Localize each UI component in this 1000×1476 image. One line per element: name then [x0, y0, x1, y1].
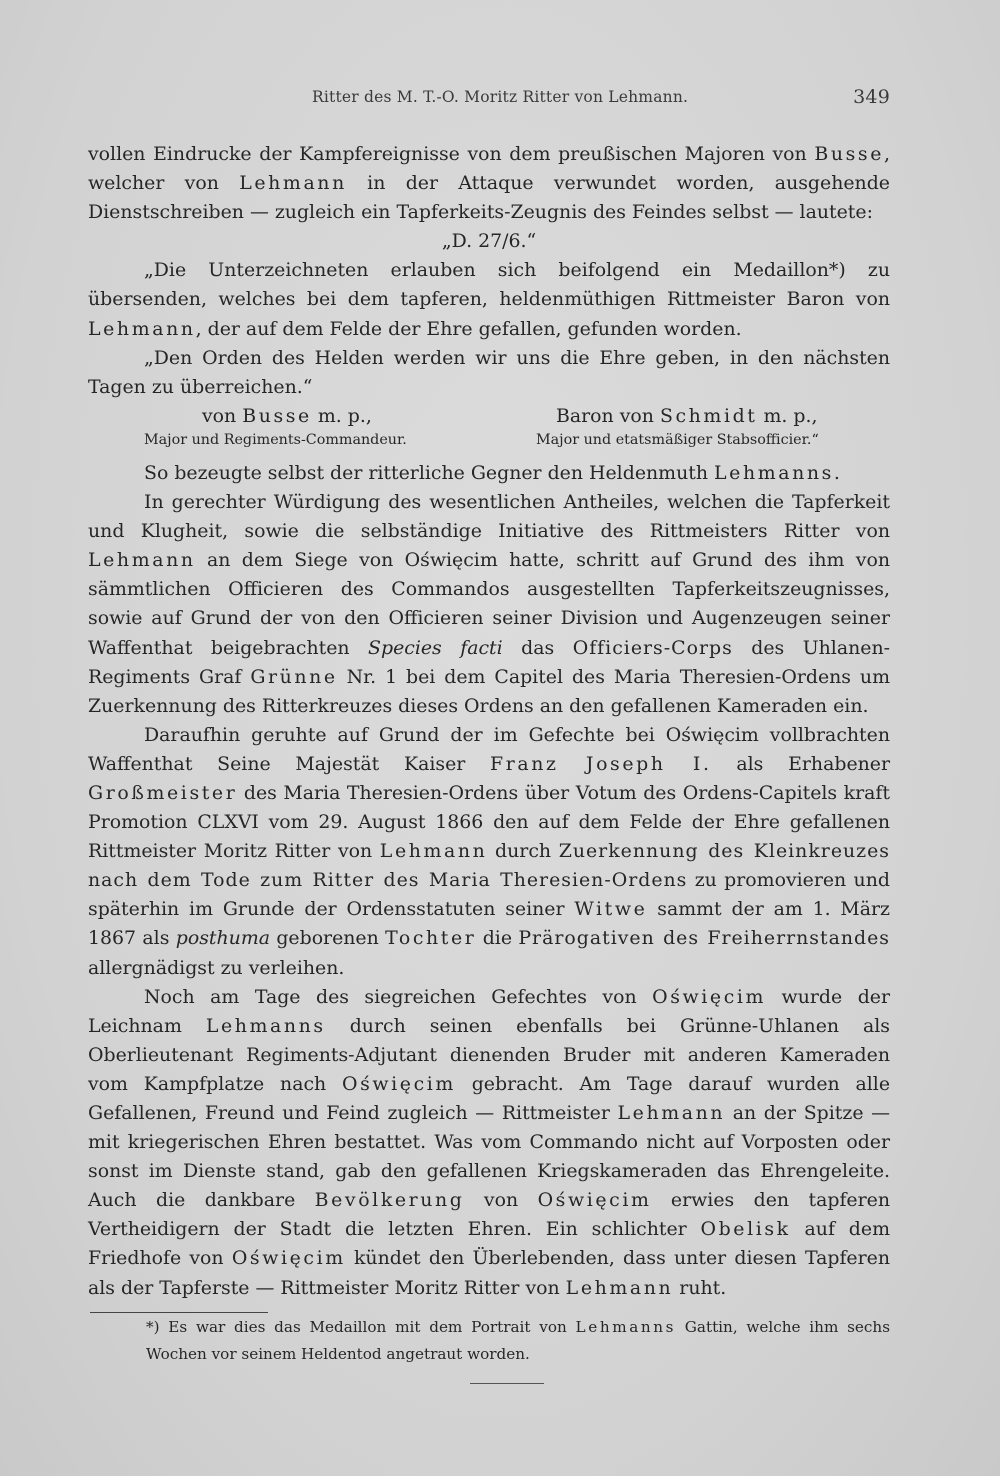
- signature-right-name: Baron von Schmidt m. p.,: [556, 404, 818, 427]
- paragraph-1: vollen Eindrucke der Kampfereignisse von dem preußischen Majoren von Busse, welcher von Lehmann in der Attaque verwundet worden, ausgehende Dienstschreiben — zugleich ein Tapferkeits-Zeugnis des Feindes selbst — lautete:: [88, 143, 890, 224]
- spaced-name: Oświęcim: [231, 1247, 346, 1270]
- spaced-phrase: Witwe: [574, 898, 648, 921]
- spaced-name: Oświęcim: [652, 985, 767, 1008]
- paragraph-7: Noch am Tage des siegreichen Gefechtes von Oświęcim wurde der Leichnam Lehmanns durch seinen ebenfalls bei Grünne-Uhlanen als Oberlieutenant Regiments-Adjutant dienenden Bruder mit anderen Kameraden vom Kampfplatze nach Oświęcim gebracht. Am Tage darauf wurden alle Gefallenen, Freund und Feind zugleich — Rittmeister Lehmann an der Spitze — mit kriegerischen Ehren bestattet. Was vom Commando nicht auf Vorposten oder sonst im Dienste stand, gab den gefallenen Kriegskameraden das Ehrengeleite. Auch die dankbare Bevölkerung von Oświęcim erwies den tapferen Vertheidigern der Stadt die letzten Ehren. Ein schlichter Obelisk auf dem Friedhofe von Oświęcim kündet den Überlebenden, dass unter diesen Tapferen als der Tapferste — Rittmeister Moritz Ritter von Lehmann ruht.: [88, 985, 891, 1299]
- spaced-phrase: Bevölkerung: [314, 1189, 465, 1212]
- signature-left-title: Major und Regiments-Commandeur.: [144, 431, 407, 448]
- footnote-text: *) Es war dies das Medaillon mit dem Portrait von Lehmanns Gattin, welche ihm sechs Wochen vor seinem Heldentod angetraut worden.: [146, 1318, 890, 1363]
- paragraph-4: So bezeugte selbst der ritterliche Gegner den Heldenmuth Lehmanns.: [144, 461, 840, 484]
- spaced-name: Lehmann: [88, 317, 196, 340]
- signature-right-title: Major und etatsmäßiger Stabsofficier.“: [536, 431, 819, 448]
- spaced-phrase: Zuerkennung des Kleinkreuzes nach dem Tode zum Ritter des Maria Theresien-Ordens: [88, 840, 891, 892]
- spaced-name: Oświęcim: [342, 1072, 456, 1095]
- signature-right: [536, 402, 890, 459]
- spaced-name: Lehmann: [239, 172, 347, 195]
- spaced-name: Lehmann: [88, 549, 196, 572]
- spaced-phrase: Prärogativen des Freiherrnstandes: [518, 927, 890, 950]
- spaced-name: Lehmanns: [575, 1318, 677, 1336]
- footnote-rule: [90, 1312, 268, 1313]
- signature-block: [88, 402, 890, 459]
- end-rule: [470, 1383, 544, 1384]
- spaced-name: Lehmanns: [714, 461, 834, 484]
- running-title: Ritter des M. T.-O. Moritz Ritter von Lehmann.: [312, 88, 689, 106]
- spaced-phrase: Obelisk: [700, 1218, 791, 1241]
- signature-left-name: von Busse m. p.,: [202, 404, 372, 427]
- date-line: „D. 27/6.“: [441, 230, 537, 253]
- spaced-phrase: Officiers-Corps: [572, 636, 733, 659]
- spaced-name: Grünne: [250, 665, 338, 688]
- spaced-name: Busse: [814, 143, 884, 165]
- paragraph-5: In gerechter Würdigung des wesentlichen Antheiles, welchen die Tapferkeit und Klugheit, sowie die selbständige Initiative des Rittmeisters Ritter von Lehmann an dem Siege von Oświęcim hatte, schritt auf Grund des ihm von sämmtlichen Officieren des Commandos ausgestellten Tapferkeitszeugnisses, sowie auf Grund der von den Officieren seiner Division und Augenzeugen seiner Waffenthat beigebrachten Species facti das Officiers-Corps des Uhlanen-Regiments Graf Grünne Nr. 1 bei dem Capitel des Maria Theresien-Ordens um Zuerkennung des Ritterkreuzes dieses Ordens an den gefallenen Kameraden ein.: [88, 491, 890, 717]
- spaced-name: Lehmanns: [205, 1014, 326, 1037]
- italic-phrase: Species facti: [368, 636, 503, 659]
- paragraph-2: „Die Unterzeichneten erlauben sich beifolgend ein Medaillon*) zu übersenden, welches bei dem tapferen, heldenmüthigen Rittmeister Baron von Lehmann, der auf dem Felde der Ehre gefallen, gefunden worden.: [88, 259, 890, 340]
- spaced-name: Lehmann: [379, 840, 488, 863]
- page-number: 349: [853, 86, 890, 108]
- body-text: [88, 140, 890, 1303]
- signature-left: [116, 402, 536, 459]
- spaced-name: Lehmann: [617, 1102, 726, 1124]
- spaced-name: Oświęcim: [537, 1189, 652, 1212]
- spaced-phrase: Großmeister: [88, 781, 238, 804]
- page-header: [312, 88, 890, 112]
- footnote: [88, 1314, 890, 1368]
- spaced-phrase: Tochter: [385, 927, 477, 950]
- paragraph-3: „Den Orden des Helden werden wir uns die Ehre geben, in den nächsten Tagen zu überreichen.“: [88, 346, 890, 398]
- spaced-name: Lehmann: [565, 1276, 674, 1299]
- spaced-name: Franz Joseph I.: [490, 752, 712, 775]
- italic-phrase: posthuma: [175, 927, 270, 950]
- paragraph-6: Daraufhin geruhte auf Grund der im Gefechte bei Oświęcim vollbrachten Waffenthat Seine Majestät Kaiser Franz Joseph I. als Erhabener Großmeister des Maria Theresien-Ordens über Votum des Ordens-Capitels kraft Promotion CLXVI vom 29. August 1866 den auf dem Felde der Ehre gefallenen Rittmeister Moritz Ritter von Lehmann durch Zuerkennung des Kleinkreuzes nach dem Tode zum Ritter des Maria Theresien-Ordens zu promovieren und späterhin im Grunde der Ordensstatuten seiner Witwe sammt der am 1. März 1867 als posthuma geborenen Tochter die Prärogativen des Freiherrnstandes allergnädigst zu verleihen.: [88, 723, 891, 979]
